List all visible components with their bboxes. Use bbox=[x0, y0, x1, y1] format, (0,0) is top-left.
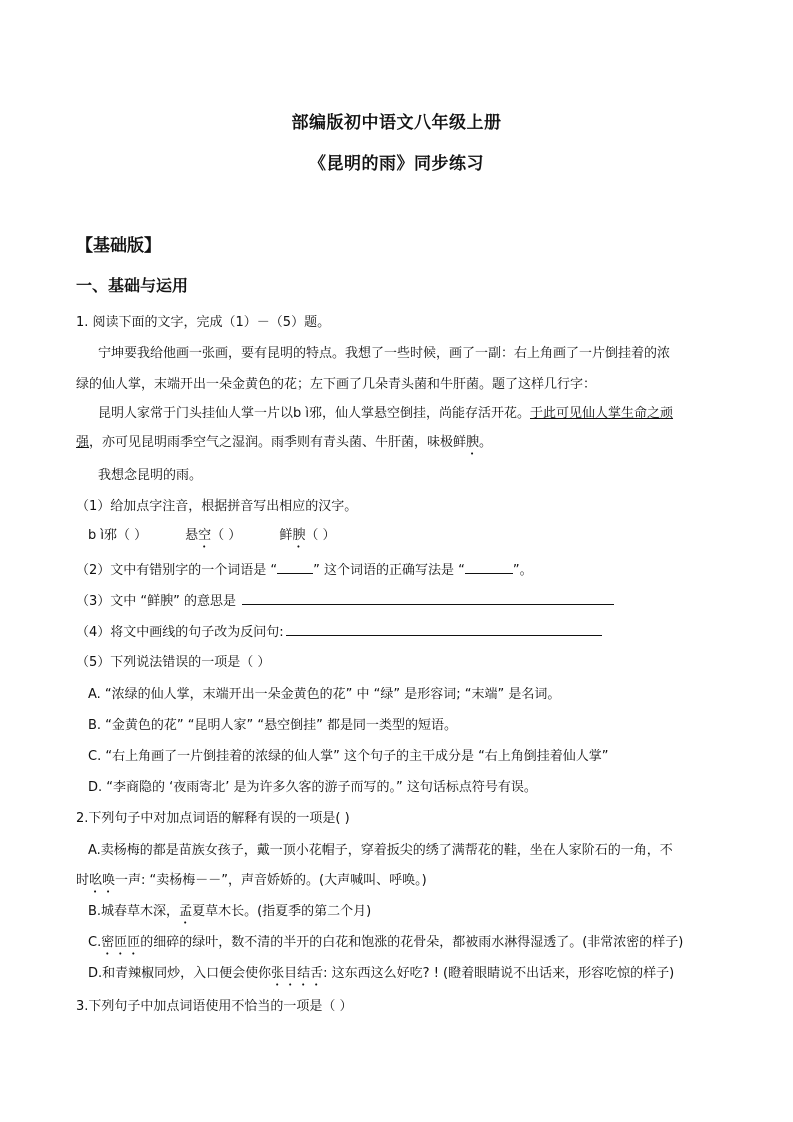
question-text: ”。 bbox=[512, 563, 533, 578]
answer-line[interactable] bbox=[286, 623, 602, 636]
answer-line[interactable] bbox=[242, 592, 614, 605]
question-text: （2）文中有错别字的一个词语是 “ bbox=[76, 563, 278, 578]
option-b: B. “金黄色的花” “昆明人家” “悬空倒挂” 都是同一类型的短语。 bbox=[88, 718, 457, 733]
q1-passage-line: 我想念昆明的雨。 bbox=[98, 468, 203, 483]
option-text: C. bbox=[88, 935, 102, 950]
dotted-word: 吆唤 bbox=[89, 873, 116, 888]
underlined-sentence: 强 bbox=[76, 435, 90, 450]
q1-passage-line: 宁坤要我给他画一张画，要有昆明的特点。我想了一些时候，画了一副：右上角画了一片倒挂着的浓 bbox=[98, 346, 671, 361]
option-text: 夏草木长。(指夏季的第二个月) bbox=[192, 904, 372, 919]
option-d: D. “李商隐的 ‘夜雨寄北’ 是为许多久客的游子而写的。” 这句话标点符号有误。 bbox=[88, 780, 537, 795]
q3-stem: 3.下列句子中加点词语使用不恰当的一项是（ ） bbox=[76, 999, 353, 1014]
q2-option-a: A.卖杨梅的都是苗族女孩子，戴一顶小花帽子，穿着扳尖的绣了满帮花的鞋，坐在人家阶石的一角，不 bbox=[88, 843, 673, 858]
question-text: （3）文中 “鲜腴” 的意思是 bbox=[76, 594, 237, 609]
passage-text: 昆明人家常于门头挂仙人掌一片以b ì邪，仙人掌悬空倒挂，尚能存活开花。 bbox=[98, 406, 530, 421]
dotted-word: 孟 bbox=[179, 904, 193, 919]
dotted-word: 密匝匝 bbox=[101, 935, 141, 950]
q1-passage-line: 绿的仙人掌，末端开出一朵金黄色的花；左下画了几朵青头菌和牛肝菌。题了这样几行字： bbox=[76, 377, 597, 392]
option-text: D.和青辣椒同炒，入口便会使你 bbox=[88, 966, 272, 981]
passage-text: 。 bbox=[479, 435, 493, 450]
document-subtitle: 《昆明的雨》同步练习 bbox=[309, 154, 484, 174]
q1-passage-line bbox=[98, 405, 673, 423]
char-item: 悬 bbox=[185, 528, 199, 543]
option-text: 一声: “卖杨梅－－”，声音娇娇的。(大声喊叫、呼唤。) bbox=[115, 873, 427, 888]
option-a: A. “浓绿的仙人掌，末端开出一朵金黄色的花” 中 “绿” 是形容词; “末端” 是名词。 bbox=[88, 687, 561, 702]
option-text: 时 bbox=[76, 873, 90, 888]
dotted-word: 空 bbox=[198, 528, 212, 543]
q1-passage-line bbox=[76, 434, 492, 458]
pinyin-item: b ì邪（ ） bbox=[88, 528, 148, 543]
version-heading: 【基础版】 bbox=[76, 236, 161, 256]
q2-option-b bbox=[88, 903, 371, 927]
section-heading: 一、基础与运用 bbox=[76, 276, 189, 295]
question-text: （4）将文中画线的句子改为反问句: bbox=[76, 625, 284, 640]
q2-option-a-cont bbox=[76, 872, 427, 896]
answer-paren: （ ） bbox=[211, 528, 242, 543]
q1-sub-5: （5）下列说法错误的一项是（ ） bbox=[76, 655, 271, 670]
dotted-word: 张目结舌 bbox=[271, 966, 324, 981]
underlined-sentence: 于此可见仙人掌生命之顽 bbox=[530, 406, 674, 421]
q1-sub-1-items bbox=[88, 527, 335, 551]
answer-blank[interactable] bbox=[277, 561, 313, 574]
answer-paren: （ ） bbox=[305, 528, 336, 543]
q1-sub-2 bbox=[76, 561, 533, 580]
q1-sub-4 bbox=[76, 623, 602, 642]
q2-option-c bbox=[88, 934, 683, 958]
q2-stem: 2.下列句子中对加点词语的解释有误的一项是( ) bbox=[76, 811, 350, 826]
q1-sub-3 bbox=[76, 592, 614, 611]
option-text: 的细碎的绿叶，数不清的半开的白花和饱涨的花骨朵，都被雨水淋得湿透了。(非常浓密的样子) bbox=[140, 935, 684, 950]
q1-stem: 1. 阅读下面的文字，完成（1）－（5）题。 bbox=[76, 315, 331, 330]
dotted-word: 腴 bbox=[292, 528, 306, 543]
option-c: C. “右上角画了一片倒挂着的浓绿的仙人掌” 这个句子的主干成分是 “右上角倒挂着仙人掌” bbox=[88, 749, 609, 764]
question-text: ” 这个词语的正确写法是 “ bbox=[313, 563, 465, 578]
char-item: 鲜 bbox=[279, 528, 293, 543]
document-title: 部编版初中语文八年级上册 bbox=[291, 113, 502, 133]
answer-blank[interactable] bbox=[465, 561, 513, 574]
option-text: : 这东西这么好吃? ! (瞪着眼睛说不出话来，形容吃惊的样子) bbox=[323, 966, 675, 981]
q1-sub-1: （1）给加点字注音，根据拼音写出相应的汉字。 bbox=[76, 499, 358, 514]
q2-option-d bbox=[88, 965, 674, 989]
option-text: B.城春草木深， bbox=[88, 904, 180, 919]
passage-text: ，亦可见昆明雨季空气之湿润。雨季则有青头菌、牛肝菌，味极鲜 bbox=[89, 435, 467, 450]
dotted-word: 腴 bbox=[466, 435, 480, 450]
